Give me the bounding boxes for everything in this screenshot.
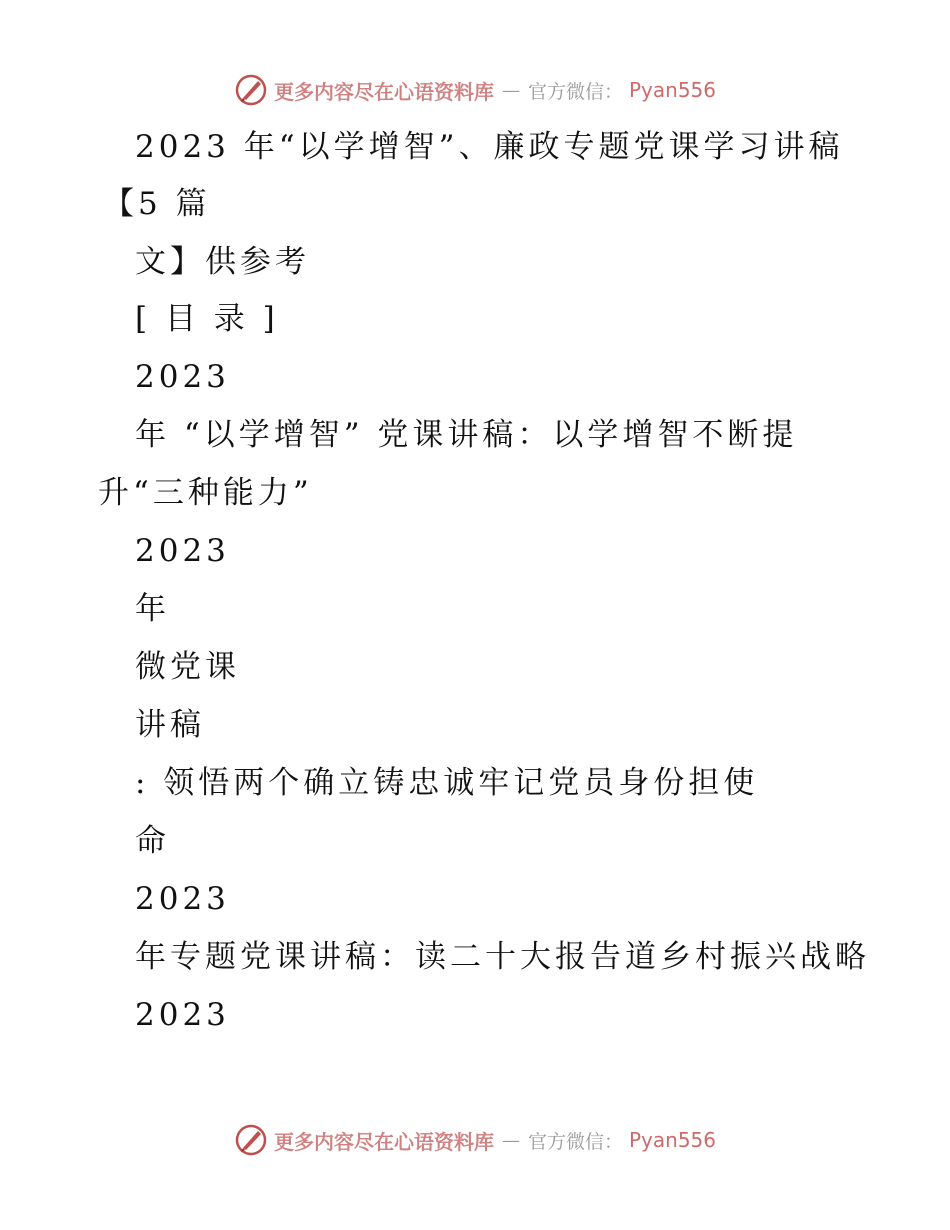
toc-entry-3-year: 2023 [135,881,230,917]
toc-entry-4-year: 2023 [135,997,230,1033]
toc-entry-2-year-unit: 年 [135,591,170,627]
banner-wechat-id: Pyan556 [629,1128,717,1152]
toc-entry-2-type: 微党课 [135,649,240,685]
banner-wechat-id: Pyan556 [629,78,717,102]
toc-entry-1-text: 年 “以学增智” 党课讲稿：以学增智不断提 [135,417,798,453]
quill-logo-icon [234,73,268,107]
toc-entry-2-text: : 领悟两个确立铸忠诚牢记党员身份担使 [135,765,759,801]
document-title-line-1: 2023 年“以学增智”、廉政专题党课学习讲稿 [135,129,844,165]
toc-entry-1-year: 2023 [135,359,230,395]
banner-dash: — [501,79,520,101]
footer-watermark-banner [0,1120,950,1160]
banner-wechat-label: 官方微信： [527,80,623,103]
banner-main-text: 更多内容尽在心语资料库 [273,1129,494,1154]
toc-entry-3-text: 年专题党课讲稿：读二十大报告道乡村振兴战略 [135,939,870,975]
toc-entry-1-continued: 升“三种能力” [98,475,313,511]
banner-main-text: 更多内容尽在心语资料库 [273,79,494,104]
quill-logo-icon [234,1123,268,1157]
toc-entry-2-continued: 命 [135,823,170,859]
toc-entry-2-year: 2023 [135,533,230,569]
header-watermark-banner [0,70,950,110]
document-title-line-3: 文】供参考 [135,244,310,280]
toc-entry-2-kind: 讲稿 [135,707,205,743]
banner-wechat-label: 官方微信： [527,1130,623,1153]
banner-dash: — [501,1129,520,1151]
document-title-line-2: 【5 篇 [103,186,211,222]
toc-heading: [ 目 录 ] [135,301,279,337]
